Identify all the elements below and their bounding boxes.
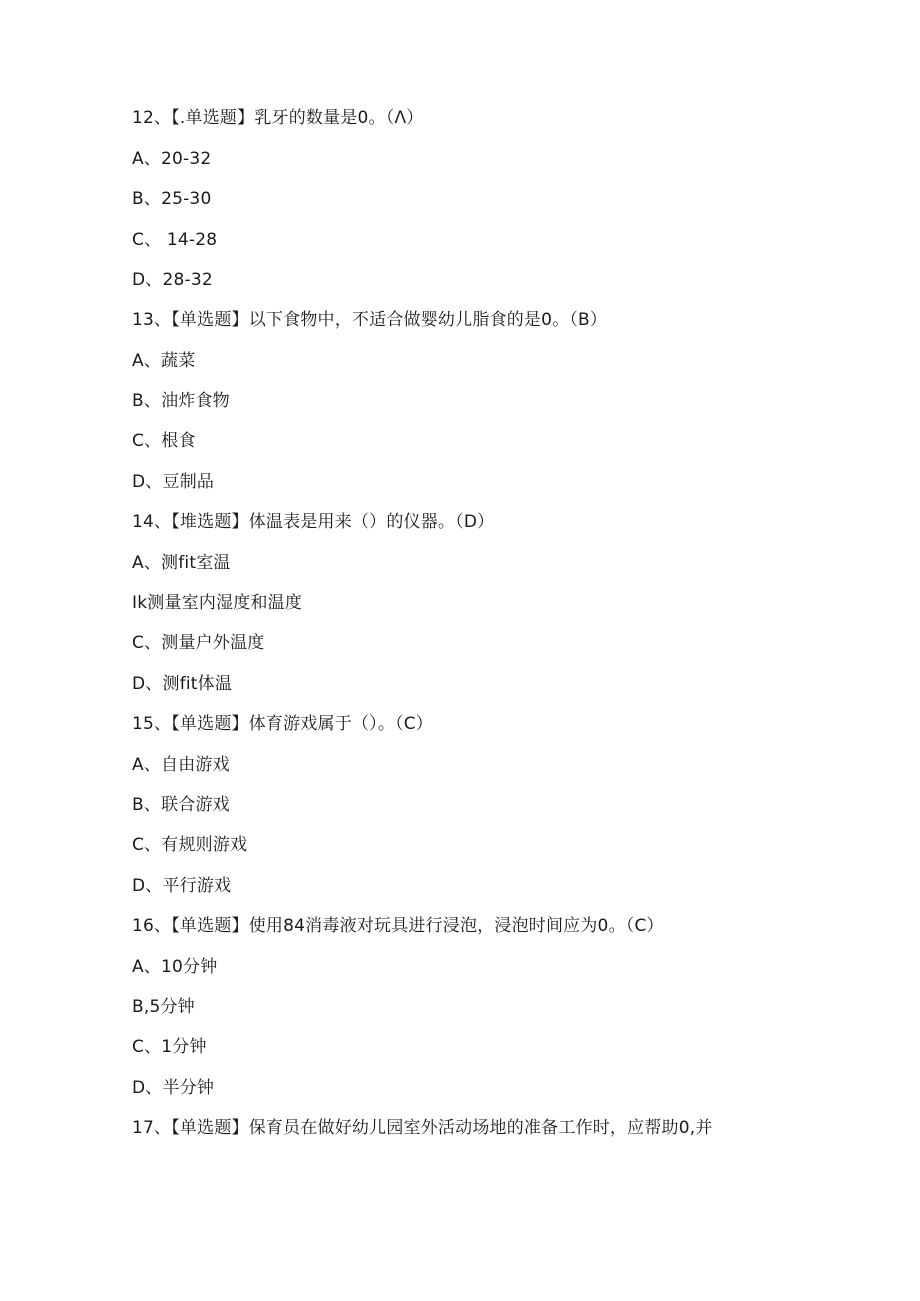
option-14-a: A、测fit室温	[132, 553, 231, 573]
option-14-d: D、测fit体温	[132, 674, 233, 694]
option-13-c: C、根食	[132, 431, 196, 451]
option-13-a: A、蔬菜	[132, 351, 196, 371]
question-17: 17、【单选题】保育员在做好幼儿园室外活动场地的准备工作时，应帮助0,并	[132, 1118, 713, 1138]
option-12-c: C、 14-28	[132, 230, 218, 250]
question-12: 12、【.单选题】乳牙的数量是0。（Λ）	[132, 108, 424, 128]
option-12-d: D、28-32	[132, 270, 213, 290]
question-15: 15、【单选题】体育游戏属于（）。（C）	[132, 714, 434, 734]
option-16-c: C、1分钟	[132, 1037, 207, 1057]
option-14-b: Ik测量室内湿度和温度	[132, 593, 303, 613]
option-14-c: C、测量户外温度	[132, 633, 265, 653]
option-15-c: C、有规则游戏	[132, 835, 248, 855]
option-16-a: A、10分钟	[132, 957, 218, 977]
option-16-b: B,5分钟	[132, 997, 195, 1017]
option-13-d: D、豆制品	[132, 472, 215, 492]
option-12-b: B、25-30	[132, 189, 212, 209]
option-12-a: A、20-32	[132, 149, 212, 169]
question-14: 14、【堆选题】体温表是用来（）的仪器。（D）	[132, 512, 495, 532]
question-13: 13、【单选题】以下食物中，不适合做婴幼儿脂食的是0。（B）	[132, 310, 608, 330]
option-15-b: B、联合游戏	[132, 795, 230, 815]
option-15-d: D、平行游戏	[132, 876, 232, 896]
question-16: 16、【单选题】使用84消毒液对玩具进行浸泡，浸泡时间应为0。（C）	[132, 916, 664, 936]
option-15-a: A、自由游戏	[132, 755, 230, 775]
option-13-b: B、油炸食物	[132, 391, 230, 411]
option-16-d: D、半分钟	[132, 1078, 215, 1098]
